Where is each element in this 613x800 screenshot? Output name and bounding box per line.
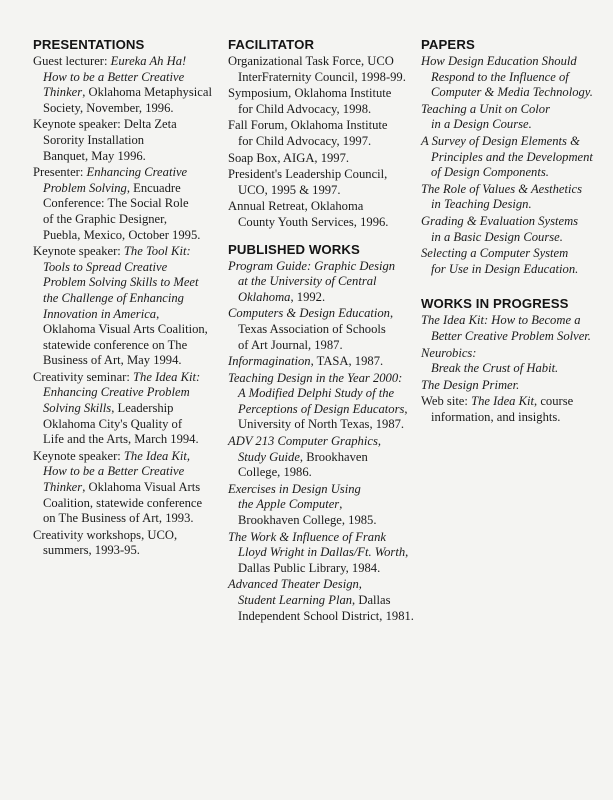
progress-entry: The Design Primer. <box>421 377 520 392</box>
presentation-entry: Keynote speaker: Delta Zeta Sorority Installation Banquet, May 1996. <box>33 117 177 163</box>
published-entry: Computers & Design Education, Texas Association of Schools of Art Journal, 1987. <box>228 306 394 352</box>
facilitator-entry: President's Leadership Council, UCO, 1995 & 1997. <box>228 167 388 197</box>
presentation-entry: Creativity seminar: The Idea Kit: Enhancing Creative Problem Solving Skills, Leadership Oklahoma City's Quality of Life and the Arts, March 1994. <box>33 369 201 447</box>
published-entry: The Work & Influence of Frank Lloyd Wright in Dallas/Ft. Worth, Dallas Public Library, 1984. <box>228 529 409 575</box>
facilitator-entry: Organizational Task Force, UCO InterFraternity Council, 1998-99. <box>228 54 406 84</box>
published-entry: Program Guide: Graphic Design at the University of Central Oklahoma, 1992. <box>228 258 396 304</box>
presentation-entry: Keynote speaker: The Idea Kit, How to be a Better Creative Thinker, Oklahoma Visual Arts Coalition, statewide conference on The Business of Art, 1993. <box>33 448 203 526</box>
paper-entry: Grading & Evaluation Systems in a Basic Design Course. <box>421 213 579 244</box>
progress-entry: Neurobics: Break the Crust of Habit. <box>421 345 559 376</box>
progress-entry: The Idea Kit: How to Become a Better Creative Problem Solver. <box>421 313 591 343</box>
presentation-entry: Keynote speaker: The Tool Kit: Tools to Spread Creative Problem Solving Skills to Meet the Challenge of Enhancing Innovation in America, Oklahoma Visual Arts Coalition, statewide conference on The Business of Art, May 1994. <box>33 244 208 368</box>
paper-entry: Selecting a Computer System for Use in Design Education. <box>421 246 579 276</box>
facilitator-entry: Fall Forum, Oklahoma Institute for Child Advocacy, 1997. <box>228 118 388 148</box>
presentation-entry: Guest lecturer: Eureka Ah Ha! How to be a Better Creative Thinker, Oklahoma Metaphysical Society, November, 1996. <box>33 54 212 115</box>
presentation-entry: Creativity workshops, UCO, summers, 1993-95. <box>33 527 178 558</box>
paper-entry: Teaching a Unit on Color in a Design Course. <box>421 101 550 132</box>
presentations-column <box>33 38 219 560</box>
published-entry: Advanced Theater Design, Student Learning Plan, Dallas Independent School District, 1981. <box>228 577 414 623</box>
published-entry: Exercises in Design Using the Apple Computer, Brookhaven College, 1985. <box>228 481 377 528</box>
progress-entry: Web site: The Idea Kit, course information, and insights. <box>421 394 574 424</box>
presentation-entry: Presenter: Enhancing Creative Problem Solving, Encuadre Conference: The Social Role of the Graphic Designer, Puebla, Mexico, October 1995. <box>33 165 201 242</box>
papers-progress-column <box>421 38 606 426</box>
works-in-progress-heading: WORKS IN PROGRESS <box>421 296 569 312</box>
facilitator-published-column <box>228 38 412 625</box>
paper-entry: A Survey of Design Elements & Principles and the Development of Design Components. <box>421 133 593 180</box>
facilitator-heading: FACILITATOR <box>228 37 315 52</box>
published-entry: ADV 213 Computer Graphics, Study Guide, Brookhaven College, 1986. <box>228 434 381 480</box>
facilitator-entry: Symposium, Oklahoma Institute for Child Advocacy, 1998. <box>228 86 392 116</box>
paper-entry: The Role of Values & Aesthetics in Teaching Design. <box>421 181 583 212</box>
published-works-heading: PUBLISHED WORKS <box>228 241 360 257</box>
published-entry: Informagination, TASA, 1987. <box>228 354 384 369</box>
published-entry: Teaching Design in the Year 2000: A Modified Delphi Study of the Perceptions of Design Educators, University of North Texas, 1987. <box>228 370 408 432</box>
facilitator-entry: Annual Retreat, Oklahoma County Youth Services, 1996. <box>228 199 389 229</box>
facilitator-entry: Soap Box, AIGA, 1997. <box>228 150 350 165</box>
paper-entry: How Design Education Should Respond to the Influence of Computer & Media Technology. <box>421 54 593 100</box>
papers-heading: PAPERS <box>421 37 475 52</box>
presentations-heading: PRESENTATIONS <box>33 37 145 52</box>
